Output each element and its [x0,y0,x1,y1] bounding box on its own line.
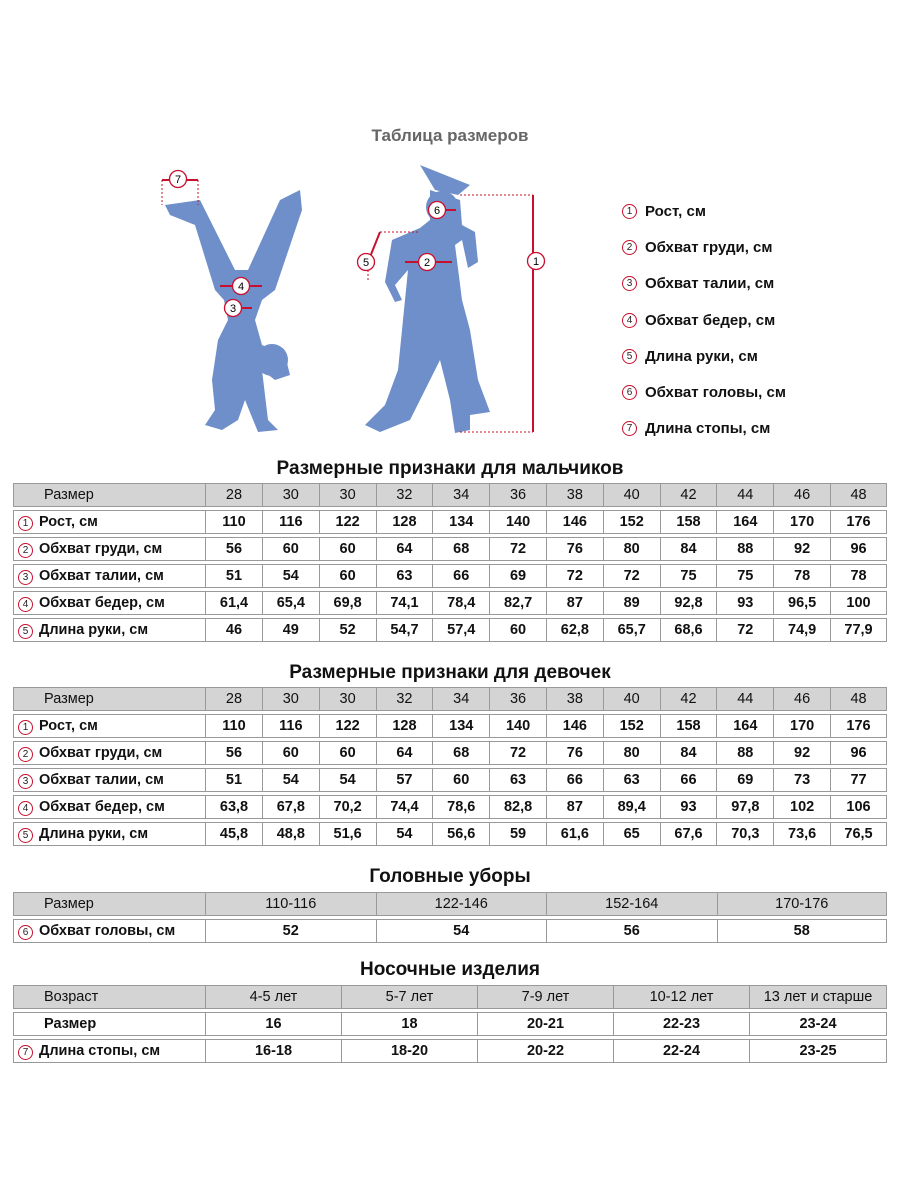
value-cell: 72 [603,564,660,588]
value-cell: 76 [546,741,603,765]
row-label-cell [13,591,205,615]
value-cell: 18-20 [341,1039,477,1063]
boys-table-title: Размерные признаки для мальчиков [276,458,624,479]
value-cell: 20-22 [477,1039,613,1063]
header-cell: 13 лет и старше [749,985,887,1009]
row-label: Рост, см [39,717,98,734]
row-label: Обхват головы, см [39,922,176,939]
header-cell: Размер [13,687,205,711]
value-cell: 84 [660,537,717,561]
table-row [13,822,887,846]
number-circle-icon: 3 [18,774,33,789]
number-circle-icon: 1 [18,720,33,735]
row-label-cell [13,714,205,738]
row-label: Обхват груди, см [39,744,163,761]
value-cell: 100 [830,591,887,615]
row-label-cell [13,768,205,792]
value-cell: 84 [660,741,717,765]
header-cell: 48 [830,483,887,507]
row-label-cell [13,1039,205,1063]
value-cell: 92 [773,741,830,765]
value-cell: 68 [432,741,489,765]
value-cell: 146 [546,510,603,534]
svg-text:4: 4 [237,281,245,293]
value-cell: 18 [341,1012,477,1036]
value-cell: 93 [660,795,717,819]
table-header-row [13,687,887,711]
value-cell: 87 [546,591,603,615]
row-label: Размер [44,1016,97,1032]
value-cell: 77,9 [830,618,887,642]
table-row [13,591,887,615]
value-cell: 92 [773,537,830,561]
girls-size-table [13,684,887,849]
value-cell: 70,2 [319,795,376,819]
value-cell: 75 [716,564,773,588]
row-label-cell [13,564,205,588]
header-cell: Размер [13,892,205,916]
value-cell: 72 [546,564,603,588]
value-cell: 54,7 [376,618,433,642]
header-cell: 30 [319,483,376,507]
value-cell: 92,8 [660,591,717,615]
row-label: Обхват бедер, см [39,594,165,611]
value-cell: 96 [830,537,887,561]
row-label-cell [13,822,205,846]
header-cell: 48 [830,687,887,711]
legend-label: Длина стопы, см [645,420,771,438]
value-cell: 65 [603,822,660,846]
table-row [13,919,887,943]
value-cell: 164 [716,714,773,738]
header-cell: 30 [262,687,319,711]
header-cell: 46 [773,687,830,711]
value-cell: 78,4 [432,591,489,615]
header-cell: 152-164 [546,892,717,916]
value-cell: 72 [489,537,546,561]
value-cell: 68 [432,537,489,561]
value-cell: 128 [376,510,433,534]
value-cell: 88 [716,537,773,561]
header-cell: 38 [546,483,603,507]
table-row [13,795,887,819]
value-cell: 63 [489,768,546,792]
value-cell: 75 [660,564,717,588]
value-cell: 110 [205,714,262,738]
value-cell: 56 [546,919,717,943]
table-header-row [13,892,887,916]
header-cell: 32 [376,687,433,711]
value-cell: 63 [603,768,660,792]
header-cell: Возраст [13,985,205,1009]
legend-label: Обхват талии, см [645,275,775,293]
body-measurement-illustration [0,0,620,450]
value-cell: 22-24 [613,1039,749,1063]
value-cell: 106 [830,795,887,819]
number-circle-icon: 2 [18,543,33,558]
header-cell: 44 [716,483,773,507]
value-cell: 20-21 [477,1012,613,1036]
value-cell: 82,8 [489,795,546,819]
table-row [13,768,887,792]
header-cell: 7-9 лет [477,985,613,1009]
header-cell: 110-116 [205,892,376,916]
legend-item [622,338,786,374]
value-cell: 87 [546,795,603,819]
value-cell: 63,8 [205,795,262,819]
value-cell: 45,8 [205,822,262,846]
value-cell: 96,5 [773,591,830,615]
value-cell: 152 [603,714,660,738]
socks-table-title: Носочные изделия [360,959,540,980]
value-cell: 54 [262,768,319,792]
value-cell: 57,4 [432,618,489,642]
value-cell: 96 [830,741,887,765]
number-circle-icon: 5 [622,349,637,364]
legend-item [622,374,786,410]
value-cell: 72 [489,741,546,765]
value-cell: 158 [660,510,717,534]
value-cell: 60 [319,537,376,561]
value-cell: 16 [205,1012,341,1036]
value-cell: 102 [773,795,830,819]
value-cell: 158 [660,714,717,738]
value-cell: 60 [489,618,546,642]
header-cell: Размер [13,483,205,507]
value-cell: 67,6 [660,822,717,846]
table-row [13,1039,887,1063]
value-cell: 51,6 [319,822,376,846]
row-label: Длина руки, см [39,825,149,842]
value-cell: 54 [376,919,547,943]
value-cell: 128 [376,714,433,738]
value-cell: 67,8 [262,795,319,819]
row-label: Обхват талии, см [39,567,164,584]
header-cell: 34 [432,483,489,507]
number-circle-icon: 3 [622,276,637,291]
value-cell: 61,4 [205,591,262,615]
header-cell: 40 [603,483,660,507]
value-cell: 16-18 [205,1039,341,1063]
table-row [13,510,887,534]
value-cell: 152 [603,510,660,534]
value-cell: 66 [660,768,717,792]
legend-item [622,266,786,302]
value-cell: 69 [489,564,546,588]
value-cell: 97,8 [716,795,773,819]
girl-standing-silhouette [362,165,490,433]
row-label: Длина руки, см [39,621,149,638]
header-cell: 36 [489,687,546,711]
marker-4 [233,278,250,295]
value-cell: 93 [716,591,773,615]
value-cell: 68,6 [660,618,717,642]
girls-table-title: Размерные признаки для девочек [289,662,611,683]
number-circle-icon: 1 [622,204,637,219]
value-cell: 57 [376,768,433,792]
value-cell: 56 [205,537,262,561]
value-cell: 23-25 [749,1039,887,1063]
value-cell: 76,5 [830,822,887,846]
number-circle-icon: 5 [18,828,33,843]
header-cell: 5-7 лет [341,985,477,1009]
number-circle-icon: 4 [622,313,637,328]
marker-1 [528,253,545,270]
svg-text:5: 5 [362,257,370,269]
value-cell: 110 [205,510,262,534]
value-cell: 64 [376,741,433,765]
number-circle-icon: 7 [18,1045,33,1060]
header-cell: 170-176 [717,892,888,916]
value-cell: 66 [546,768,603,792]
number-circle-icon: 2 [18,747,33,762]
value-cell: 61,6 [546,822,603,846]
row-label: Обхват груди, см [39,540,163,557]
header-cell: 32 [376,483,433,507]
row-label-cell [13,919,205,943]
value-cell: 69 [716,768,773,792]
legend-item [622,193,786,229]
table-row [13,537,887,561]
svg-text:1: 1 [532,256,540,268]
header-cell: 42 [660,687,717,711]
value-cell: 64 [376,537,433,561]
row-label: Обхват бедер, см [39,798,165,815]
marker-7 [170,171,187,188]
header-cell: 40 [603,687,660,711]
value-cell: 58 [717,919,888,943]
value-cell: 23-24 [749,1012,887,1036]
page-title: Таблица размеров [371,126,529,145]
value-cell: 60 [432,768,489,792]
header-cell: 44 [716,687,773,711]
value-cell: 51 [205,768,262,792]
value-cell: 140 [489,510,546,534]
row-label: Обхват талии, см [39,771,164,788]
legend-item [622,229,786,265]
table-row [13,564,887,588]
value-cell: 54 [319,768,376,792]
value-cell: 134 [432,714,489,738]
value-cell: 122 [319,714,376,738]
value-cell: 56,6 [432,822,489,846]
header-cell: 10-12 лет [613,985,749,1009]
value-cell: 60 [319,564,376,588]
value-cell: 176 [830,714,887,738]
table-row [13,618,887,642]
value-cell: 60 [262,741,319,765]
value-cell: 54 [262,564,319,588]
svg-text:6: 6 [433,205,441,217]
value-cell: 73 [773,768,830,792]
number-circle-icon: 4 [18,597,33,612]
number-circle-icon: 6 [622,385,637,400]
header-cell: 122-146 [376,892,547,916]
row-label: Рост, см [39,513,98,530]
legend-label: Обхват головы, см [645,384,786,402]
header-cell: 42 [660,483,717,507]
value-cell: 116 [262,714,319,738]
value-cell: 56 [205,741,262,765]
value-cell: 51 [205,564,262,588]
svg-text:3: 3 [229,303,237,315]
value-cell: 77 [830,768,887,792]
value-cell: 74,1 [376,591,433,615]
value-cell: 69,8 [319,591,376,615]
value-cell: 62,8 [546,618,603,642]
value-cell: 76 [546,537,603,561]
value-cell: 122 [319,510,376,534]
value-cell: 65,7 [603,618,660,642]
value-cell: 60 [262,537,319,561]
svg-text:2: 2 [423,257,431,269]
header-cell: 30 [262,483,319,507]
value-cell: 170 [773,510,830,534]
header-cell: 28 [205,687,262,711]
value-cell: 73,6 [773,822,830,846]
value-cell: 116 [262,510,319,534]
value-cell: 134 [432,510,489,534]
value-cell: 54 [376,822,433,846]
value-cell: 48,8 [262,822,319,846]
value-cell: 74,4 [376,795,433,819]
value-cell: 140 [489,714,546,738]
row-label-cell [13,537,205,561]
value-cell: 89,4 [603,795,660,819]
value-cell: 59 [489,822,546,846]
row-label: Длина стопы, см [39,1042,161,1059]
table-header-row [13,985,887,1009]
header-cell: 46 [773,483,830,507]
svg-text:7: 7 [174,174,182,186]
header-cell: 30 [319,687,376,711]
value-cell: 66 [432,564,489,588]
row-label-cell [13,1012,205,1036]
hats-table-title: Головные уборы [369,866,531,887]
number-circle-icon: 6 [18,925,33,940]
header-cell: 38 [546,687,603,711]
value-cell: 170 [773,714,830,738]
value-cell: 74,9 [773,618,830,642]
header-cell: 4-5 лет [205,985,341,1009]
value-cell: 52 [205,919,376,943]
marker-6 [429,202,446,219]
value-cell: 80 [603,537,660,561]
value-cell: 49 [262,618,319,642]
table-row [13,741,887,765]
value-cell: 63 [376,564,433,588]
marker-5 [358,254,375,271]
value-cell: 70,3 [716,822,773,846]
header-cell: 34 [432,687,489,711]
value-cell: 78,6 [432,795,489,819]
value-cell: 88 [716,741,773,765]
value-cell: 176 [830,510,887,534]
value-cell: 46 [205,618,262,642]
value-cell: 80 [603,741,660,765]
socks-size-table [13,982,887,1066]
value-cell: 22-23 [613,1012,749,1036]
value-cell: 82,7 [489,591,546,615]
row-label-cell [13,795,205,819]
number-circle-icon: 2 [622,240,637,255]
value-cell: 60 [319,741,376,765]
value-cell: 164 [716,510,773,534]
row-label-cell [13,510,205,534]
table-header-row [13,483,887,507]
number-circle-icon: 3 [18,570,33,585]
value-cell: 65,4 [262,591,319,615]
legend-label: Рост, см [645,202,706,220]
legend-item [622,411,786,447]
number-circle-icon: 4 [18,801,33,816]
row-label-cell [13,618,205,642]
header-cell: 28 [205,483,262,507]
number-circle-icon: 5 [18,624,33,639]
boys-size-table [13,480,887,645]
row-label-cell [13,741,205,765]
marker-3 [225,300,242,317]
header-cell: 36 [489,483,546,507]
hats-size-table [13,889,887,946]
table-row [13,1012,887,1036]
measurement-legend [622,193,786,447]
legend-item [622,302,786,338]
value-cell: 78 [830,564,887,588]
value-cell: 52 [319,618,376,642]
legend-label: Обхват бедер, см [645,311,776,329]
marker-2 [419,254,436,271]
value-cell: 78 [773,564,830,588]
number-circle-icon: 1 [18,516,33,531]
number-circle-icon: 7 [622,421,637,436]
value-cell: 146 [546,714,603,738]
value-cell: 89 [603,591,660,615]
legend-label: Обхват груди, см [645,238,773,256]
value-cell: 72 [716,618,773,642]
table-row [13,714,887,738]
legend-label: Длина руки, см [645,347,758,365]
